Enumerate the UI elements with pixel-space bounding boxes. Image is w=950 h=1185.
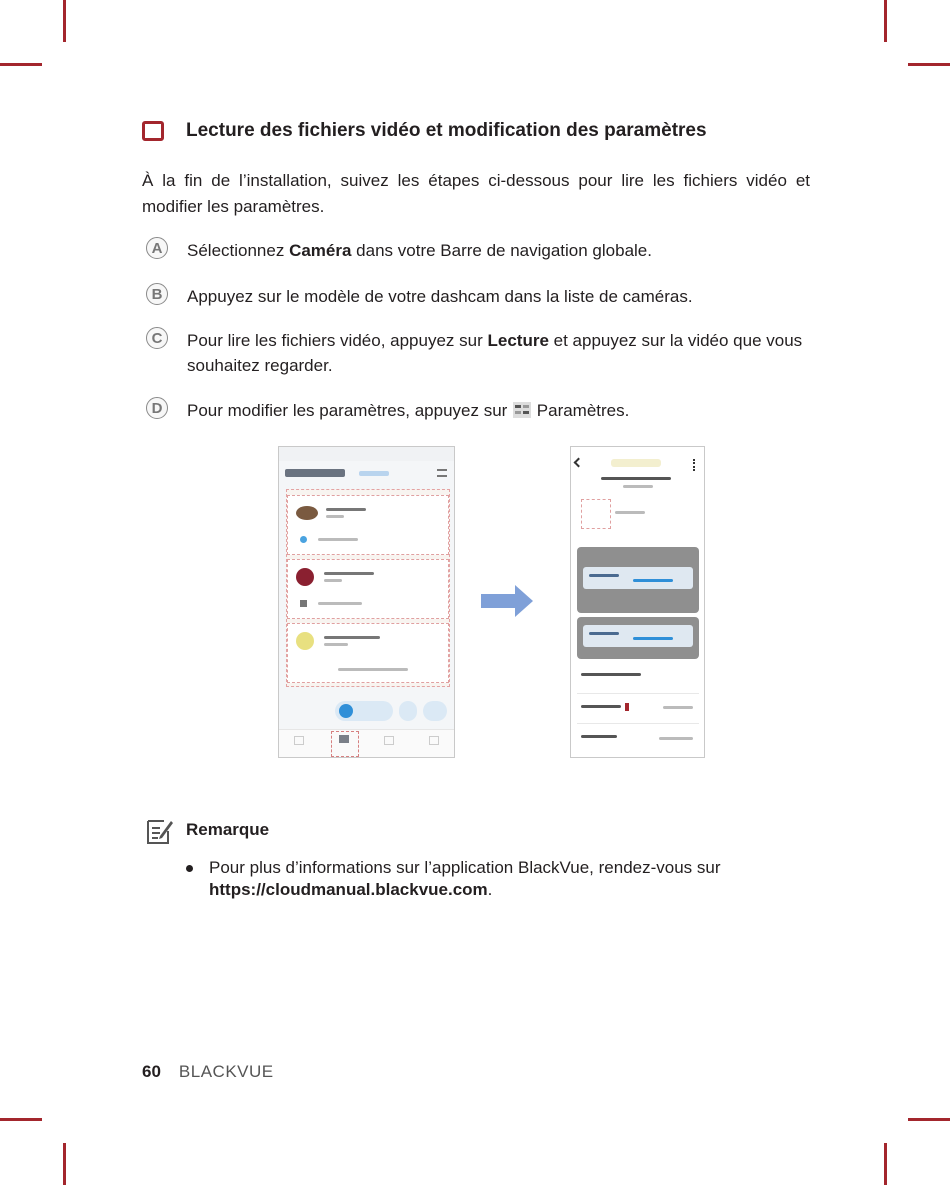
playback-row[interactable]: [583, 567, 693, 589]
camera-status-banner: [611, 459, 661, 467]
camera-name: [326, 508, 366, 511]
camera-title: [601, 477, 671, 480]
wifi-icon: [300, 600, 307, 607]
add-button[interactable]: [399, 701, 417, 721]
nav-camera-icon: [339, 735, 349, 743]
crop-mark: [63, 1143, 66, 1185]
camera-model: [324, 579, 342, 582]
nav-tab-icon: [429, 736, 439, 745]
camera-name: [324, 636, 380, 639]
settings-label: [589, 632, 619, 635]
playback-progress: [633, 579, 673, 582]
settings-row[interactable]: [583, 625, 693, 647]
section-marker-icon: [142, 121, 164, 141]
camera-status: [318, 538, 358, 541]
camera-thumbnail: [296, 506, 318, 520]
crop-mark: [884, 0, 887, 42]
list-value: [663, 706, 693, 709]
nav-home-icon: [294, 736, 304, 745]
status-bar: [279, 447, 454, 461]
camera-model: [324, 643, 348, 646]
crop-mark: [908, 63, 950, 66]
section-title: Lecture des fichiers vidéo et modification des paramètres: [186, 120, 707, 141]
camera-info: [615, 511, 645, 514]
list-item: [581, 673, 641, 676]
step-c: [146, 328, 807, 378]
bullet-icon: [186, 865, 193, 872]
header-tag: [359, 471, 389, 476]
camera-name: [324, 572, 374, 575]
playback-label: [589, 574, 619, 577]
crop-mark: [0, 1118, 42, 1121]
play-icon: [339, 704, 353, 718]
next-step-arrow-icon: [481, 585, 533, 617]
step-a-text: [187, 238, 807, 263]
note-list-item: [186, 857, 769, 901]
crop-mark: [884, 1143, 887, 1185]
camera-status: [318, 602, 362, 605]
status-badge: [625, 703, 629, 711]
step-c-text-after: et appuyez sur la vidéo que vous souhaitez regarder.: [187, 331, 803, 375]
crop-mark: [0, 63, 42, 66]
step-b-text: Appuyez sur le modèle de votre dashcam dans la liste de caméras.: [187, 287, 693, 306]
crop-mark: [63, 0, 66, 42]
crop-mark: [908, 1118, 950, 1121]
note-title: Remarque: [186, 820, 270, 839]
step-a-text-before: Sélectionnez: [187, 241, 290, 260]
step-b: [146, 284, 807, 309]
step-d-text-after: Paramètres.: [532, 401, 630, 420]
camera-thumbnail: [296, 632, 314, 650]
header-menu-icon: [437, 469, 447, 477]
note-link-suffix: .: [487, 880, 493, 899]
status-bar: [571, 447, 704, 459]
step-letter-d-icon: D: [146, 397, 168, 419]
camera-thumbnail: [581, 499, 611, 529]
more-icon[interactable]: [693, 459, 698, 471]
settings-icon: [512, 401, 532, 426]
step-c-text: [187, 328, 807, 378]
step-letter-b-icon: B: [146, 283, 168, 305]
filter-button[interactable]: [423, 701, 447, 721]
step-c-bold: Lecture: [487, 331, 549, 350]
screen-header: [285, 469, 345, 477]
page-number: 60: [142, 1062, 161, 1081]
camera-card[interactable]: [287, 495, 449, 555]
wifi-icon: [300, 536, 307, 543]
back-icon[interactable]: [574, 458, 584, 468]
divider: [577, 693, 699, 694]
camera-status: [338, 668, 408, 671]
step-a: [146, 238, 807, 263]
intro-paragraph: À la fin de l’installation, suivez les étapes ci-dessous pour lire les fichiers vidéo et modifier les paramètres.: [142, 171, 810, 216]
step-letter-a-icon: A: [146, 237, 168, 259]
page-footer: [142, 1062, 274, 1082]
step-a-bold: Caméra: [289, 241, 352, 260]
section-heading: [142, 120, 707, 142]
step-d: [146, 398, 807, 426]
footer-brand: BLACKVUE: [178, 1062, 274, 1081]
bottom-navigation: [279, 729, 454, 758]
divider: [577, 723, 699, 724]
camera-card[interactable]: [287, 559, 449, 619]
step-d-text-before: Pour modifier les paramètres, appuyez sur: [187, 401, 513, 420]
note-link[interactable]: https://cloudmanual.blackvue.com: [209, 880, 488, 899]
list-item: [581, 705, 621, 708]
note-text: [209, 857, 769, 901]
step-a-text-after: dans votre Barre de navigation globale.: [351, 241, 652, 260]
camera-detail-screenshot: [570, 446, 705, 758]
camera-card[interactable]: [287, 623, 449, 683]
camera-list-screenshot: [278, 446, 455, 758]
step-d-text: [187, 398, 807, 426]
camera-thumbnail: [296, 568, 314, 586]
camera-model: [326, 515, 344, 518]
nav-tab-icon: [384, 736, 394, 745]
settings-progress: [633, 637, 673, 640]
step-c-text-before: Pour lire les fichiers vidéo, appuyez sur: [187, 331, 488, 350]
note-text-body: Pour plus d’informations sur l’application BlackVue, rendez-vous sur: [209, 858, 721, 877]
list-item: [581, 735, 617, 738]
step-letter-c-icon: C: [146, 327, 168, 349]
list-value: [659, 737, 693, 740]
note-icon: [146, 817, 174, 845]
camera-subtitle: [623, 485, 653, 488]
